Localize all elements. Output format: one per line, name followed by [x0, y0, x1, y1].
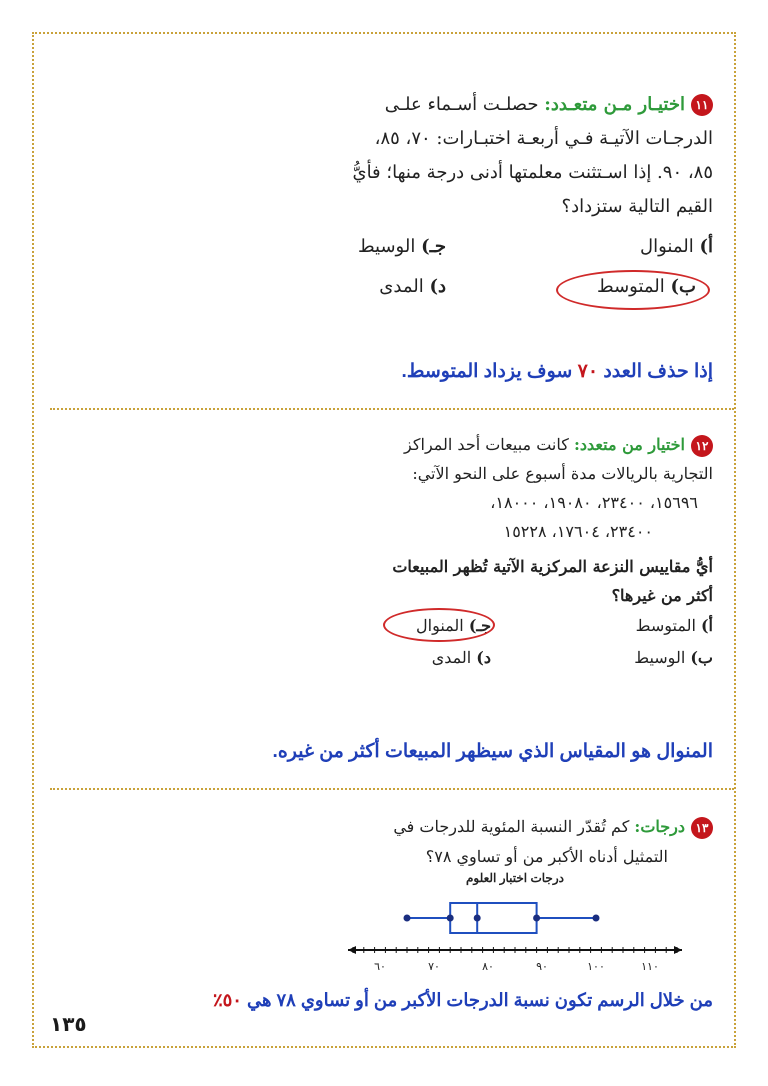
separator-2 [50, 788, 734, 790]
q11-text-1: حصلـت أسـماء علـى [384, 94, 539, 115]
page-number: ١٣٥ [50, 1012, 87, 1036]
q13-text-1: كم تُقدّر النسبة المئوية للدرجات في [393, 817, 630, 836]
q11-line-1 [213, 88, 713, 122]
q12-option-d[interactable]: د) المدى [431, 648, 491, 667]
q11-option-c[interactable]: جـ) الوسيط [357, 236, 446, 257]
tick-label: ٩٠ [536, 960, 548, 973]
q12-keyword: اختيار من متعدد: [573, 435, 685, 454]
point-median [474, 915, 481, 922]
q11-line-3: ٨٥، ٩٠. إذا اسـتثنت معلمتها أدنى درجة منها؛ فأيُّ [352, 162, 713, 183]
q12-answer-circle [383, 608, 495, 642]
tick-label: ٦٠ [374, 960, 386, 973]
q12-line-4: ٢٣٤٠٠، ١٧٦٠٤، ١٥٢٢٨ [503, 522, 653, 541]
separator-1 [50, 408, 734, 410]
q12-number-badge: ١٢ [691, 435, 713, 457]
x-axis-arrow-left [348, 946, 356, 954]
tick-label: ٨٠ [482, 960, 494, 973]
q12-option-b[interactable]: ب) الوسيط [634, 648, 713, 667]
x-axis-arrow-right [674, 946, 682, 954]
point-q3 [533, 915, 540, 922]
chart-title: درجات اختبار العلوم [465, 871, 565, 885]
q11-option-d[interactable]: د) المدى [379, 276, 446, 297]
q12-bold-line-2: أكثر من غيرها؟ [611, 586, 713, 605]
q12-option-a[interactable]: أ) المتوسط [635, 616, 713, 635]
q11-answer-circle [556, 270, 710, 310]
q12-option-c[interactable]: جـ) المنوال [416, 616, 491, 635]
q13-line-1 [293, 812, 713, 841]
tick-label: ١١٠ [641, 960, 659, 973]
q13-answer: من خلال الرسم تكون نسبة الدرجات الأكبر من أو تساوي ٧٨ هي ٥٠٪ [212, 990, 713, 1010]
box-iqr [450, 903, 536, 933]
q12-line-3: ١٥٦٩٦، ٢٣٤٠٠، ١٩٠٨٠، ١٨٠٠٠، [490, 493, 698, 512]
tick-label: ١٠٠ [587, 960, 605, 973]
q11-line-4: القيم التالية ستزداد؟ [561, 196, 713, 217]
q12-line-2: التجارية بالريالات مدة أسبوع على النحو الآتي: [412, 464, 713, 483]
q12-text-1: كانت مبيعات أحد المراكز [404, 435, 569, 454]
point-min [404, 915, 411, 922]
boxplot-chart [340, 868, 690, 980]
point-q1 [447, 915, 454, 922]
point-max [593, 915, 600, 922]
q12-answer: المنوال هو المقياس الذي سيظهر المبيعات أكثر من غيره. [272, 741, 713, 762]
q11-line-2: الدرجـات الآتيـة فـي أربعـة اختبـارات: ٧٠، ٨٥، [374, 128, 713, 149]
q11-answer: إذا حذف العدد ٧٠ سوف يزداد المتوسط. [401, 361, 713, 382]
q11-answer-number: ٧٠ [577, 361, 599, 382]
tick-label: ٧٠ [428, 960, 440, 973]
q13-number-badge: ١٣ [691, 817, 713, 839]
q11-option-b[interactable]: ب) المتوسط [597, 276, 696, 297]
q12-bold-line-1: أيُّ مقاييس النزعة المركزية الآتية تُظهر المبيعات [392, 557, 713, 576]
q12-line-1 [293, 430, 713, 459]
q13-keyword: درجات: [634, 817, 685, 836]
q11-keyword: اختيـار مـن متعـدد: [544, 94, 685, 115]
q11-option-a[interactable]: أ) المنوال [640, 236, 713, 257]
q13-answer-percent: ٥٠٪ [212, 990, 242, 1010]
q11-number-badge: ١١ [691, 94, 713, 116]
q13-line-2: التمثيل أدناه الأكبر من أو تساوي ٧٨؟ [425, 847, 668, 866]
